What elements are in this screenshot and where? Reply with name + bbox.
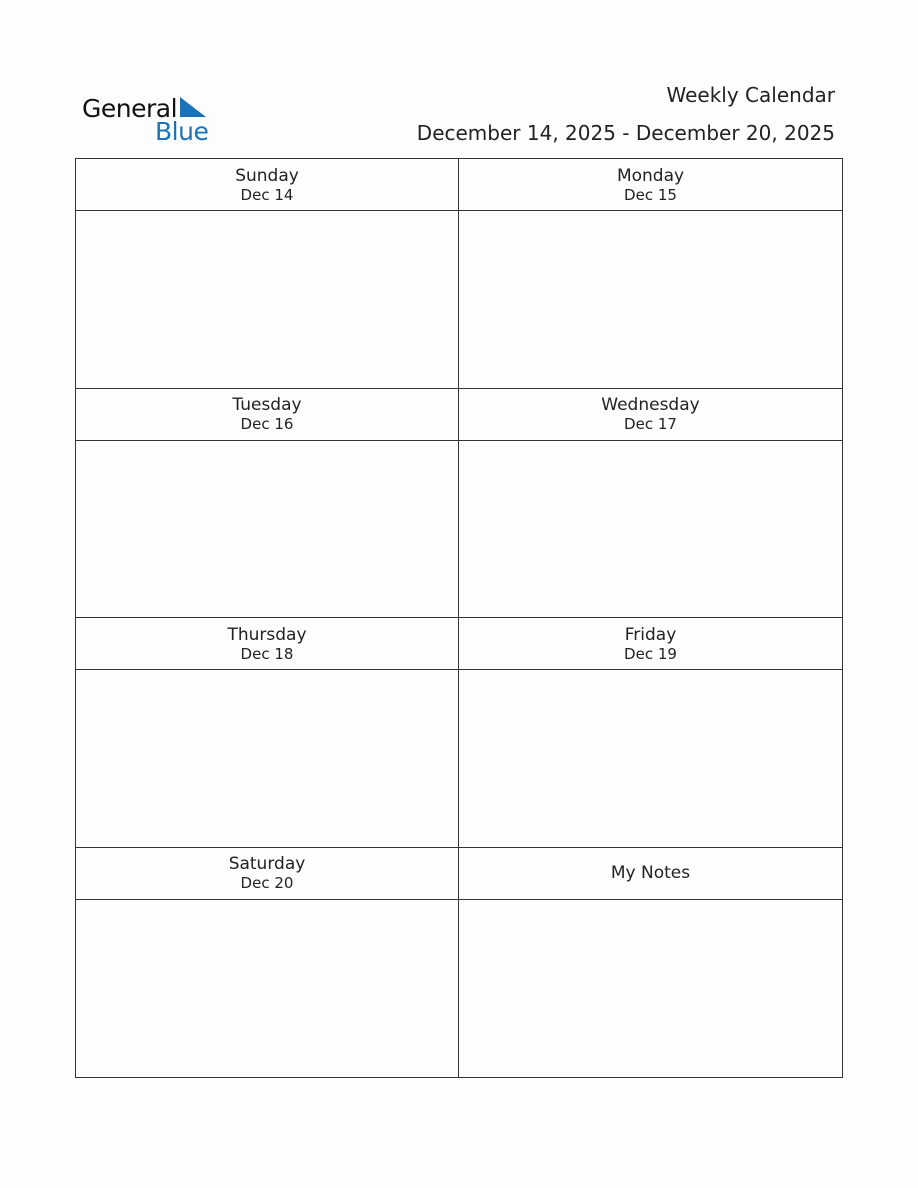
logo-triangle-icon <box>178 97 208 119</box>
day-header <box>76 159 458 211</box>
day-header <box>76 389 458 441</box>
page-title: Weekly Calendar <box>666 83 835 107</box>
day-cell-wednesday <box>459 389 842 619</box>
day-date: Dec 17 <box>624 415 677 433</box>
logo-text-general: General <box>82 94 178 123</box>
day-date: Dec 19 <box>624 644 677 663</box>
day-notes-area[interactable] <box>76 211 458 388</box>
notes-label: My Notes <box>610 863 691 883</box>
day-name: Monday <box>616 165 685 186</box>
day-name: Sunday <box>235 165 299 186</box>
notes-area[interactable] <box>459 900 842 1078</box>
day-cell-friday <box>459 618 842 848</box>
day-date: Dec 14 <box>240 185 294 204</box>
day-header <box>76 848 458 900</box>
day-date: Dec 16 <box>240 415 294 433</box>
day-name: Tuesday <box>232 395 302 415</box>
notes-cell <box>459 848 842 1078</box>
day-notes-area[interactable] <box>459 211 842 388</box>
day-header <box>459 618 842 670</box>
notes-header <box>459 848 842 900</box>
day-header <box>76 618 458 670</box>
day-cell-saturday <box>76 848 459 1078</box>
day-name: Saturday <box>228 854 306 874</box>
day-notes-area[interactable] <box>459 441 842 618</box>
day-notes-area[interactable] <box>76 900 458 1078</box>
day-notes-area[interactable] <box>459 670 842 847</box>
day-date: Dec 18 <box>240 644 294 663</box>
day-notes-area[interactable] <box>76 441 458 618</box>
day-cell-monday <box>459 159 842 389</box>
day-header <box>459 389 842 441</box>
logo-text-blue: Blue <box>155 117 209 146</box>
day-notes-area[interactable] <box>76 670 458 847</box>
day-date: Dec 20 <box>240 874 294 892</box>
date-range: December 14, 2025 - December 20, 2025 <box>416 121 835 145</box>
day-cell-tuesday <box>76 389 459 619</box>
day-name: Wednesday <box>601 395 700 415</box>
day-cell-thursday <box>76 618 459 848</box>
day-header <box>459 159 842 211</box>
general-blue-logo <box>82 94 222 146</box>
day-date: Dec 15 <box>624 185 677 204</box>
weekly-calendar-grid <box>75 158 843 1078</box>
day-name: Thursday <box>227 624 307 645</box>
day-name: Friday <box>624 624 677 645</box>
day-cell-sunday <box>76 159 459 389</box>
